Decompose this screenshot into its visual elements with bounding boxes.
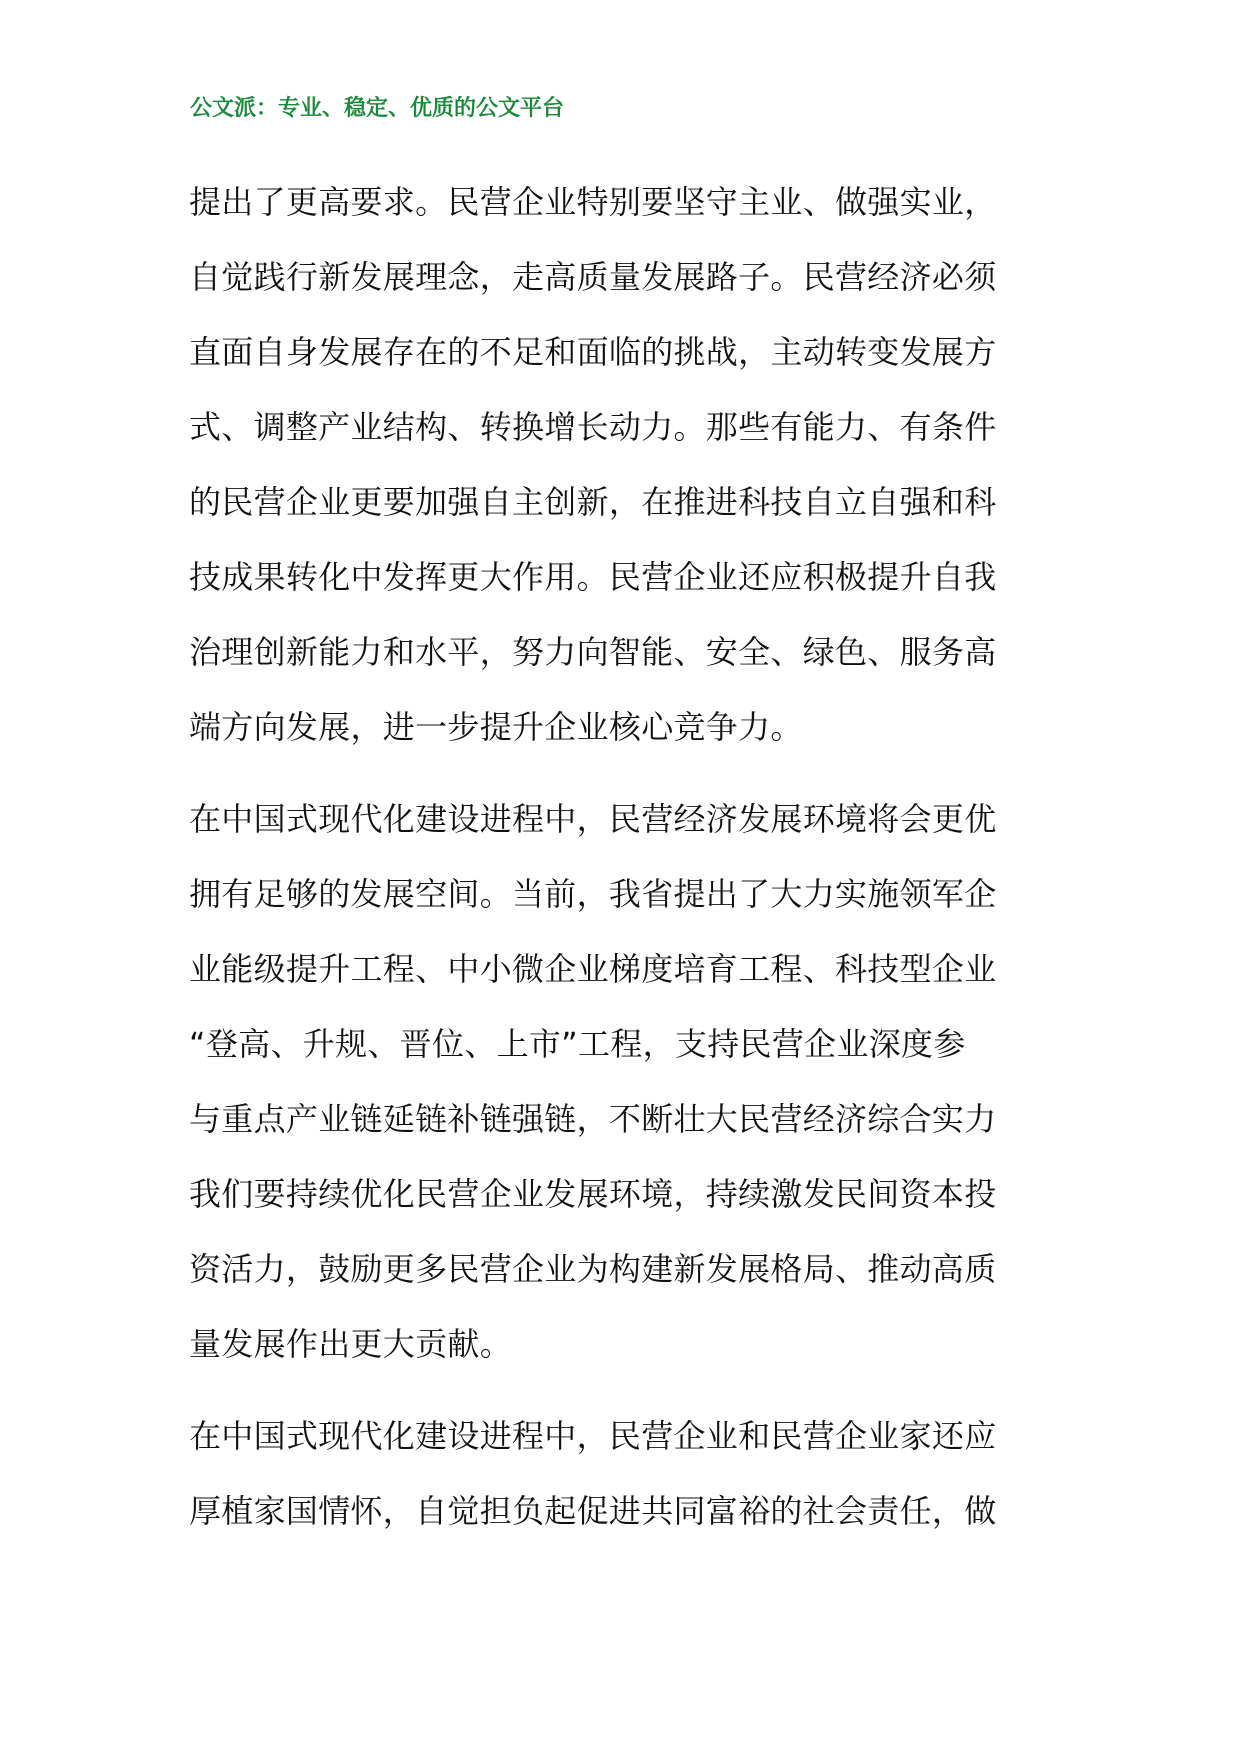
text-line: 拥有足够的发展空间。当前，我省提出了大力实施领军企	[189, 875, 997, 913]
page-header: 公文派：专业、稳定、优质的公文平台	[190, 95, 565, 121]
text-line: 与重点产业链延链补链强链，不断壮大民营经济综合实力	[189, 1100, 997, 1138]
text-line: 提出了更高要求。民营企业特别要坚守主业、做强实业，	[189, 183, 997, 221]
text-line: 资活力，鼓励更多民营企业为构建新发展格局、推动高质	[189, 1250, 997, 1288]
document-body	[189, 165, 1069, 1566]
text-line: 我们要持续优化民营企业发展环境，持续激发民间资本投	[189, 1175, 997, 1213]
text-line: 在中国式现代化建设进程中，民营企业和民营企业家还应	[189, 1417, 997, 1455]
text-line: 式、调整产业结构、转换增长动力。那些有能力、有条件	[189, 408, 997, 446]
text-line: 量发展作出更大贡献。	[189, 1325, 513, 1363]
text-line: “登高、升规、晋位、上市”工程，支持民营企业深度参	[189, 1025, 966, 1063]
text-line: 端方向发展，进一步提升企业核心竞争力。	[189, 708, 803, 746]
text-line: 的民营企业更要加强自主创新，在推进科技自立自强和科	[189, 483, 997, 521]
text-line: 治理创新能力和水平，努力向智能、安全、绿色、服务高	[189, 633, 997, 671]
paragraph-2	[189, 782, 1069, 1382]
text-line: 厚植家国情怀，自觉担负起促进共同富裕的社会责任，做	[189, 1492, 997, 1530]
text-line: 自觉践行新发展理念，走高质量发展路子。民营经济必须	[189, 258, 997, 296]
text-line: 直面自身发展存在的不足和面临的挑战，主动转变发展方	[189, 333, 997, 371]
text-line: 在中国式现代化建设进程中，民营经济发展环境将会更优	[189, 800, 997, 838]
text-line: 技成果转化中发挥更大作用。民营企业还应积极提升自我	[189, 558, 997, 596]
paragraph-3	[189, 1399, 1069, 1549]
text-line: 业能级提升工程、中小微企业梯度培育工程、科技型企业	[189, 950, 997, 988]
paragraph-1	[189, 165, 1069, 765]
